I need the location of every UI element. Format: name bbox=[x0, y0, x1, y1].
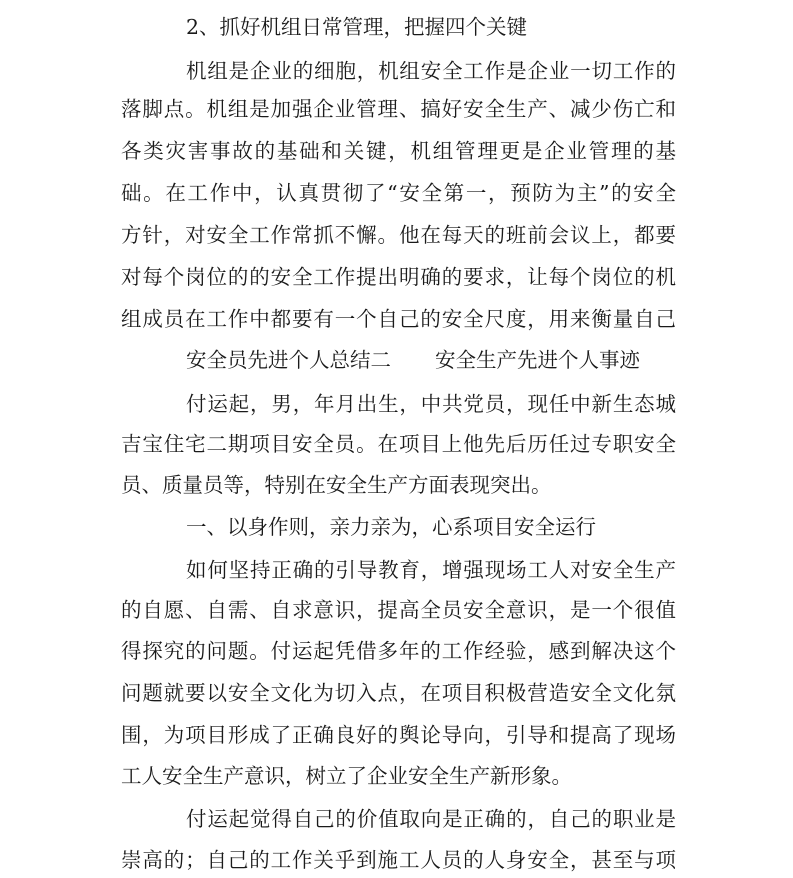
section-heading-2: 2、抓好机组日常管理，把握四个关键 bbox=[186, 15, 528, 39]
paragraph-line: 崇高的；自己的工作关乎到施工人员的人身安全，甚至与项 bbox=[121, 848, 676, 872]
document-title: 安全员先进个人总结二 bbox=[186, 348, 391, 372]
paragraph-line: 围，为项目形成了正确良好的舆论导向，引导和提高了现场 bbox=[121, 723, 676, 747]
section-heading-1: 一、以身作则，亲力亲为，心系项目安全运行 bbox=[186, 515, 596, 539]
paragraph-line: 得探究的问题。付运起凭借多年的工作经验，感到解决这个 bbox=[121, 639, 676, 663]
paragraph-line: 落脚点。机组是加强企业管理、搞好安全生产、减少伤亡和 bbox=[121, 97, 676, 121]
document-title-line bbox=[186, 346, 676, 374]
paragraph-line: 组成员在工作中都要有一个自己的安全尺度，用来衡量自己 bbox=[121, 307, 676, 331]
paragraph-line: 吉宝住宅二期项目安全员。在项目上他先后历任过专职安全 bbox=[121, 432, 676, 456]
paragraph-line: 础。在工作中，认真贯彻了“安全第一，预防为主”的安全 bbox=[121, 181, 676, 205]
paragraph-line: 员、质量员等，特别在安全生产方面表现突出。 bbox=[121, 473, 552, 497]
paragraph-line: 付运起觉得自己的价值取向是正确的，自己的职业是 bbox=[186, 807, 676, 831]
paragraph-line: 方针，对安全工作常抓不懈。他在每天的班前会议上，都要 bbox=[121, 223, 676, 247]
paragraph-line: 如何坚持正确的引导教育，增强现场工人对安全生产 bbox=[186, 558, 676, 582]
paragraph-line: 机组是企业的细胞，机组安全工作是企业一切工作的 bbox=[186, 59, 676, 83]
document-subtitle: 安全生产先进个人事迹 bbox=[435, 348, 640, 372]
paragraph-line: 问题就要以安全文化为切入点，在项目积极营造安全文化氛 bbox=[121, 681, 676, 705]
paragraph-line: 对每个岗位的的安全工作提出明确的要求，让每个岗位的机 bbox=[121, 265, 676, 289]
paragraph-line: 付运起，男，年月出生，中共党员，现任中新生态城 bbox=[186, 392, 676, 416]
paragraph-line: 各类灾害事故的基础和关键，机组管理更是企业管理的基 bbox=[121, 139, 676, 163]
paragraph-line: 的自愿、自需、自求意识，提高全员安全意识，是一个很值 bbox=[121, 598, 676, 622]
paragraph-line: 工人安全生产意识，树立了企业安全生产新形象。 bbox=[121, 764, 572, 788]
